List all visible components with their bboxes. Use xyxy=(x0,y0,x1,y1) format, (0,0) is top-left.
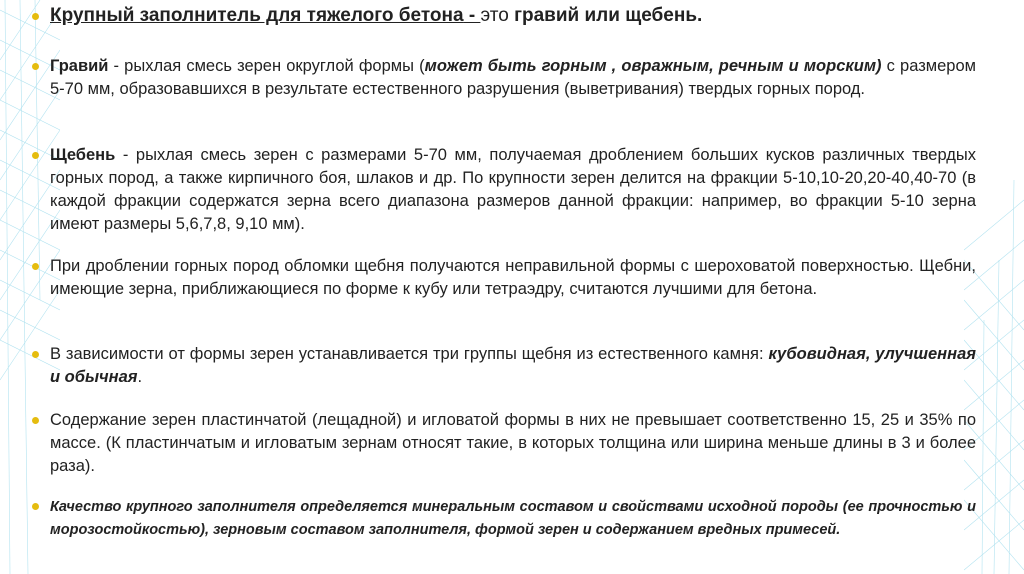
bullet-icon xyxy=(32,152,39,159)
gravel-text-1: - рыхлая смесь зерен округлой формы ( xyxy=(108,57,425,75)
title-rest: это xyxy=(480,5,515,26)
crushed-stone-paragraph xyxy=(50,144,976,236)
crushed-term: Щебень xyxy=(50,146,116,164)
gravel-paragraph xyxy=(50,55,976,101)
gravel-italic: может быть горным , овражным, речным и морским) xyxy=(424,57,882,75)
title-dash: - xyxy=(463,5,481,26)
crushed-text: - рыхлая смесь зерен с размерами 5-70 мм, получаемая дроблением больших кусков различных твердых горных пород, а также кирпичного боя, шлаков и др. По крупности зерен делится на фракции 5-10,10-20,20-40,40-70 (в каждой фракции содержатся зерна всего диапазона размеров данной фракции: например, во фракции 5-10 зерна имеют размеры 5,6,7,8, 9,10 мм). xyxy=(50,146,976,233)
gravel-item xyxy=(32,55,976,101)
quality-item xyxy=(32,496,976,541)
groups-end: . xyxy=(137,368,143,386)
groups-item xyxy=(32,343,976,389)
bullet-icon xyxy=(32,417,39,424)
gravel-text-2: с размером 5-70 мм, образовавшихся в результате естественного разрушения (выветривания) твердых горных пород. xyxy=(50,57,976,98)
groups-text: В зависимости от формы зерен устанавливается три группы щебня из естественного камня: xyxy=(50,345,769,363)
bullet-icon xyxy=(32,503,39,510)
slide-title xyxy=(50,4,976,28)
groups-italic: кубовидная, улучшенная и обычная xyxy=(50,345,976,386)
title-emphasis: гравий или щебень. xyxy=(514,5,703,26)
title-item xyxy=(32,4,976,28)
content-paragraph: Содержание зерен пластинчатой (лещадной) и игловатой формы в них не превышает соответственно 15, 25 и 35% по массе. (К пластинчатым и игловатым зернам относят такие, в которых толщина или ширина меньше длины в 3 и более раза). xyxy=(50,411,976,475)
crushed-stone-item xyxy=(32,144,976,236)
bullet-icon xyxy=(32,63,39,70)
gravel-term: Гравий xyxy=(50,57,109,75)
content-item xyxy=(32,409,976,478)
bullet-icon xyxy=(32,13,39,20)
shape-paragraph: При дроблении горных пород обломки щебня получаются неправильной формы с шероховатой поверхностью. Щебни, имеющие зерна, приближающиеся по форме к кубу или тетраэдру, считаются лучшими для бетона. xyxy=(50,257,976,298)
bullet-icon xyxy=(32,263,39,270)
title-term: Крупный заполнитель для тяжелого бетона xyxy=(50,5,464,26)
shape-item xyxy=(32,255,976,301)
groups-paragraph xyxy=(50,343,976,389)
bullet-icon xyxy=(32,351,39,358)
quality-paragraph: Качество крупного заполнителя определяется минеральным составом и свойствами исходной породы (ее прочностью и морозостойкостью), зерновым составом заполнителя, формой зерен и содержанием вредных примесей. xyxy=(50,499,976,538)
